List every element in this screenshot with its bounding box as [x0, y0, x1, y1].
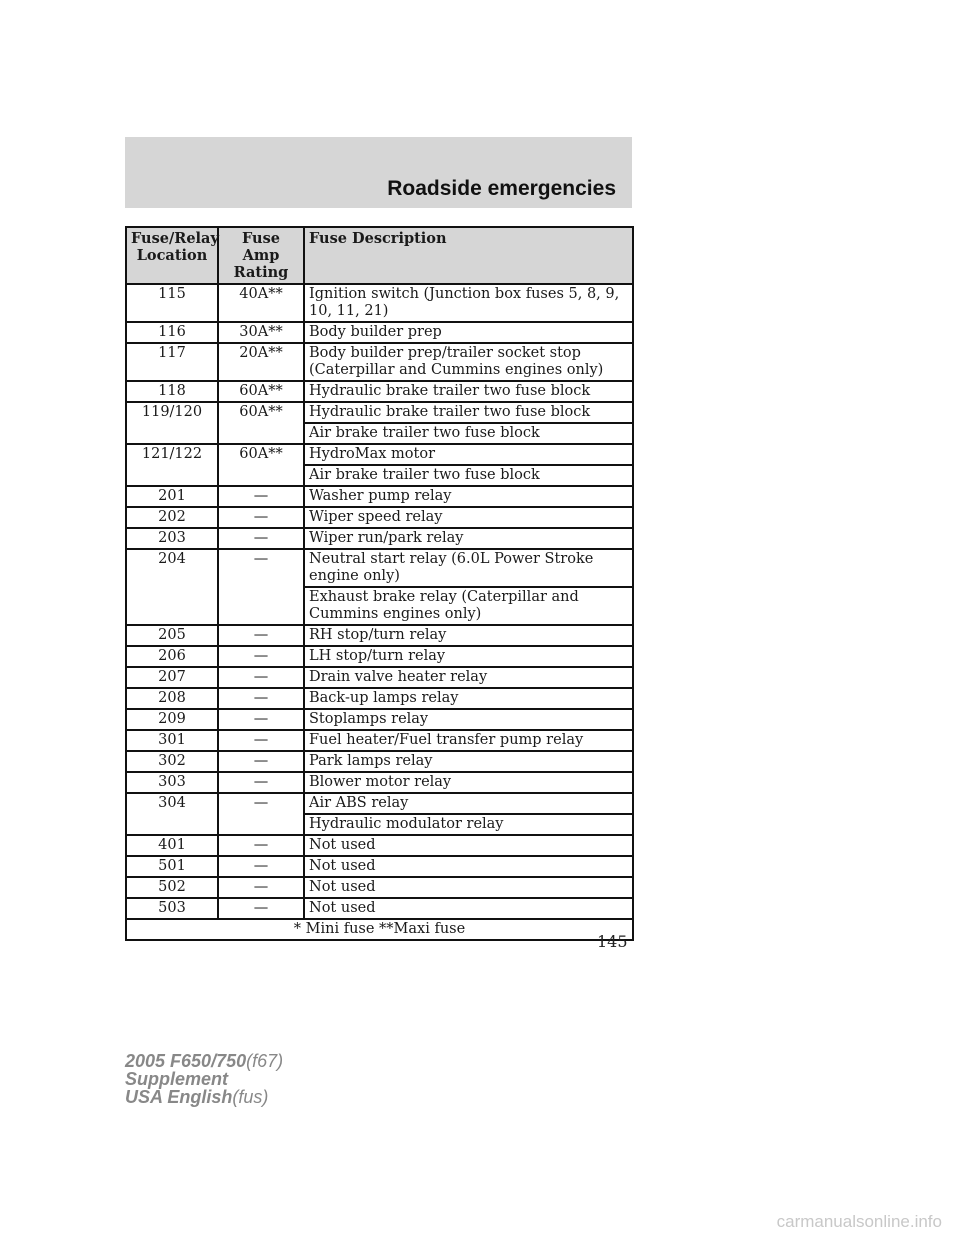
fuse-description: Body builder prep/trailer socket stop (Caterpillar and Cummins engines only) — [304, 343, 633, 381]
fuse-amp-rating — [218, 423, 304, 444]
fuse-location: 208 — [126, 688, 218, 709]
fuse-location: 205 — [126, 625, 218, 646]
fuse-description: Back-up lamps relay — [304, 688, 633, 709]
fuse-description: Hydraulic modulator relay — [304, 814, 633, 835]
table-row — [126, 284, 633, 322]
fuse-description: Exhaust brake relay (Caterpillar and Cummins engines only) — [304, 587, 633, 625]
table-row — [126, 444, 633, 465]
footnote-row — [126, 919, 633, 940]
fuse-description: Stoplamps relay — [304, 709, 633, 730]
fuse-description: Hydraulic brake trailer two fuse block — [304, 402, 633, 423]
table-row — [126, 688, 633, 709]
fuse-amp-rating: — — [218, 486, 304, 507]
fuse-location: 121/122 — [126, 444, 218, 465]
fuse-amp-rating: 40A** — [218, 284, 304, 322]
fuse-location: 301 — [126, 730, 218, 751]
fuse-amp-rating: — — [218, 646, 304, 667]
fuse-description: Neutral start relay (6.0L Power Stroke engine only) — [304, 549, 633, 587]
footer-line-1 — [125, 1052, 283, 1070]
footer-language: USA English — [125, 1087, 233, 1107]
table-row — [126, 322, 633, 343]
fuse-amp-rating — [218, 587, 304, 625]
fuse-amp-rating: — — [218, 751, 304, 772]
fuse-description: Not used — [304, 835, 633, 856]
table-row — [126, 877, 633, 898]
fuse-description: Wiper speed relay — [304, 507, 633, 528]
fuse-location — [126, 587, 218, 625]
fuse-amp-rating: 30A** — [218, 322, 304, 343]
fuse-location — [126, 814, 218, 835]
table-row — [126, 667, 633, 688]
fuse-description: Air brake trailer two fuse block — [304, 423, 633, 444]
watermark: carmanualsonline.info — [776, 1212, 942, 1231]
column-header-description-line1: Fuse Description — [309, 230, 447, 247]
fuse-amp-rating: — — [218, 835, 304, 856]
table-row — [126, 730, 633, 751]
footer-model: 2005 F650/750 — [125, 1051, 247, 1071]
fuse-amp-rating: — — [218, 877, 304, 898]
table-row — [126, 549, 633, 587]
fuse-description: Blower motor relay — [304, 772, 633, 793]
footer-language-code: (fus) — [232, 1087, 269, 1107]
table-row — [126, 402, 633, 423]
fuse-location: 118 — [126, 381, 218, 402]
column-header-amp-line1: Fuse Amp — [242, 230, 280, 264]
table-row — [126, 898, 633, 919]
footer-model-code: (f67) — [246, 1051, 284, 1071]
fuse-description: LH stop/turn relay — [304, 646, 633, 667]
fuse-location: 501 — [126, 856, 218, 877]
fuse-amp-rating: — — [218, 667, 304, 688]
fuse-description: Not used — [304, 856, 633, 877]
column-header-location-line2: Location — [136, 247, 208, 264]
fuse-description: Fuel heater/Fuel transfer pump relay — [304, 730, 633, 751]
table-row — [126, 793, 633, 814]
fuse-location: 203 — [126, 528, 218, 549]
fuse-description: Not used — [304, 898, 633, 919]
table-row — [126, 751, 633, 772]
section-title: Roadside emergencies — [387, 177, 616, 200]
fuse-location: 119/120 — [126, 402, 218, 423]
fuse-table — [125, 226, 634, 941]
fuse-amp-rating: 60A** — [218, 402, 304, 423]
document-footer — [125, 1052, 283, 1106]
fuse-amp-rating: — — [218, 507, 304, 528]
fuse-amp-rating: — — [218, 898, 304, 919]
fuse-amp-rating: 20A** — [218, 343, 304, 381]
table-row — [126, 772, 633, 793]
fuse-description: Wiper run/park relay — [304, 528, 633, 549]
footer-supplement: Supplement — [125, 1069, 229, 1089]
column-header-location — [126, 227, 218, 284]
table-header-row — [126, 227, 633, 284]
fuse-location — [126, 465, 218, 486]
page-number: 145 — [597, 932, 628, 951]
fuse-amp-rating — [218, 814, 304, 835]
fuse-description: RH stop/turn relay — [304, 625, 633, 646]
fuse-description: Air ABS relay — [304, 793, 633, 814]
fuse-amp-rating: — — [218, 793, 304, 814]
fuse-description: HydroMax motor — [304, 444, 633, 465]
footer-line-2 — [125, 1070, 283, 1088]
column-header-location-line1: Fuse/Relay — [131, 230, 219, 247]
table-row — [126, 423, 633, 444]
fuse-amp-rating: 60A** — [218, 444, 304, 465]
fuse-description: Air brake trailer two fuse block — [304, 465, 633, 486]
fuse-location: 503 — [126, 898, 218, 919]
table-row — [126, 835, 633, 856]
table-row — [126, 343, 633, 381]
fuse-location: 502 — [126, 877, 218, 898]
table-row — [126, 625, 633, 646]
fuse-location: 303 — [126, 772, 218, 793]
table-row — [126, 507, 633, 528]
fuse-amp-rating: — — [218, 730, 304, 751]
table-row — [126, 814, 633, 835]
table-row — [126, 465, 633, 486]
column-header-amp — [218, 227, 304, 284]
fuse-amp-rating: 60A** — [218, 381, 304, 402]
column-header-description — [304, 227, 633, 284]
fuse-location: 304 — [126, 793, 218, 814]
fuse-location: 401 — [126, 835, 218, 856]
fuse-location — [126, 423, 218, 444]
fuse-location: 116 — [126, 322, 218, 343]
fuse-location: 202 — [126, 507, 218, 528]
table-row — [126, 381, 633, 402]
fuse-description: Body builder prep — [304, 322, 633, 343]
fuse-location: 209 — [126, 709, 218, 730]
fuse-amp-rating: — — [218, 856, 304, 877]
fuse-description: Not used — [304, 877, 633, 898]
fuse-description: Drain valve heater relay — [304, 667, 633, 688]
table-footnote: * Mini fuse **Maxi fuse — [126, 919, 633, 940]
table-row — [126, 528, 633, 549]
fuse-description: Ignition switch (Junction box fuses 5, 8, 9, 10, 11, 21) — [304, 284, 633, 322]
fuse-location: 204 — [126, 549, 218, 587]
table-row — [126, 856, 633, 877]
table-row — [126, 709, 633, 730]
table-row — [126, 646, 633, 667]
fuse-description: Washer pump relay — [304, 486, 633, 507]
fuse-location: 117 — [126, 343, 218, 381]
fuse-location: 207 — [126, 667, 218, 688]
footer-line-3 — [125, 1088, 283, 1106]
fuse-location: 201 — [126, 486, 218, 507]
fuse-location: 206 — [126, 646, 218, 667]
fuse-table-body — [126, 284, 633, 919]
section-header-bar — [125, 137, 632, 208]
fuse-description: Hydraulic brake trailer two fuse block — [304, 381, 633, 402]
fuse-amp-rating — [218, 465, 304, 486]
fuse-amp-rating: — — [218, 772, 304, 793]
fuse-amp-rating: — — [218, 528, 304, 549]
column-header-amp-line2: Rating — [233, 264, 289, 281]
fuse-location: 115 — [126, 284, 218, 322]
fuse-location: 302 — [126, 751, 218, 772]
fuse-amp-rating: — — [218, 549, 304, 587]
fuse-amp-rating: — — [218, 709, 304, 730]
fuse-amp-rating: — — [218, 688, 304, 709]
fuse-amp-rating: — — [218, 625, 304, 646]
fuse-description: Park lamps relay — [304, 751, 633, 772]
table-row — [126, 486, 633, 507]
table-row — [126, 587, 633, 625]
